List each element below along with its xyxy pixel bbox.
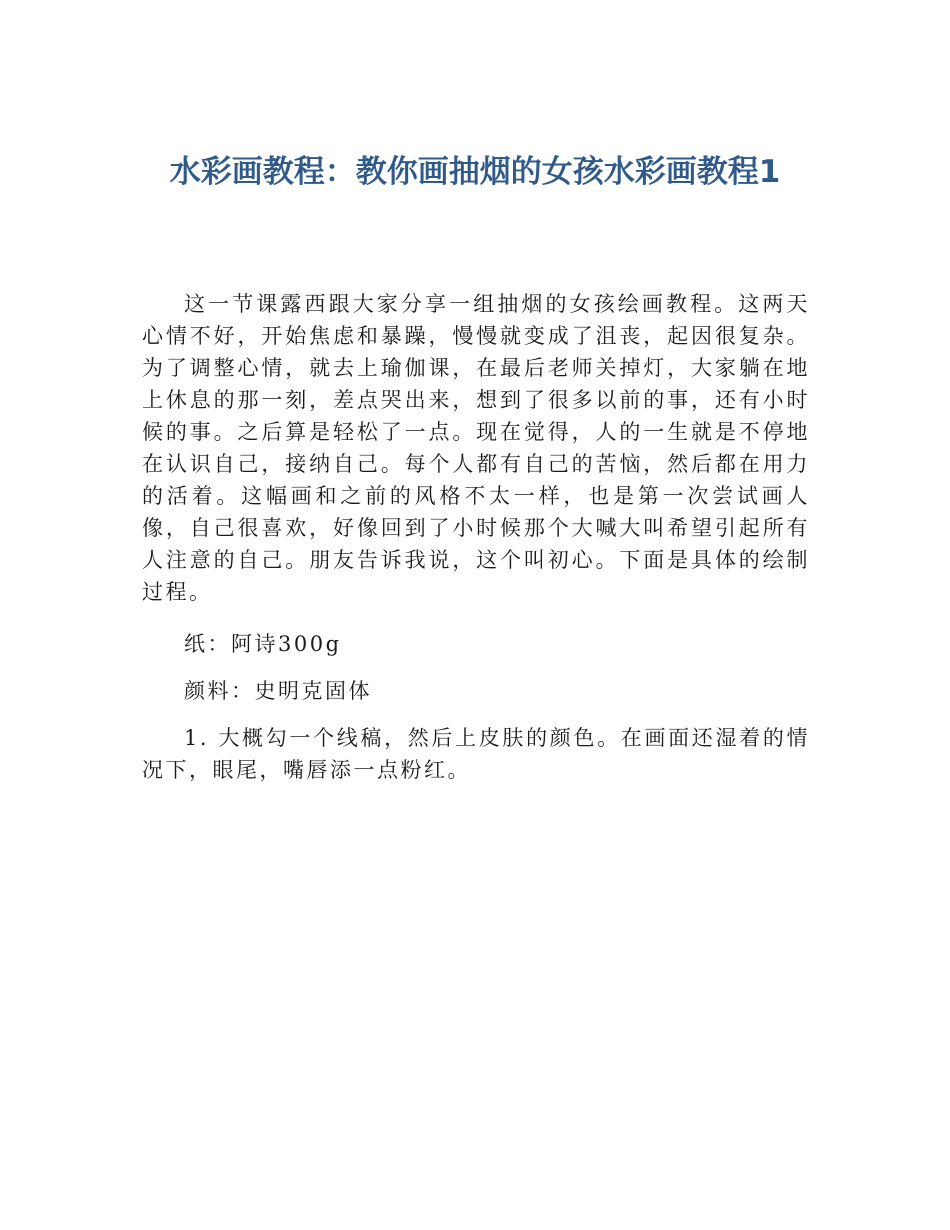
step-1-paragraph: 1. 大概勾一个线稿，然后上皮肤的颜色。在画面还湿着的情况下，眼尾，嘴唇添一点粉红。: [142, 726, 810, 782]
document-title: 水彩画教程：教你画抽烟的女孩水彩画教程1: [169, 154, 781, 190]
paper-info-paragraph: 纸：阿诗300g: [184, 632, 342, 656]
intro-paragraph: 这一节课露西跟大家分享一组抽烟的女孩绘画教程。这两天心情不好，开始焦虑和暴躁，慢慢就变成了沮丧，起因很复杂。为了调整心情，就去上瑜伽课，在最后老师关掉灯，大家躺在地上休息的那一刻，差点哭出来，想到了很多以前的事，还有小时候的事。之后算是轻松了一点。现在觉得，人的一生就是不停地在认识自己，接纳自己。每个人都有自己的苦恼，然后都在用力的活着。这幅画和之前的风格不太一样，也是第一次尝试画人像，自己很喜欢，好像回到了小时候那个大喊大叫希望引起所有人注意的自己。朋友告诉我说，这个叫初心。下面是具体的绘制过程。: [142, 292, 810, 604]
paint-info-paragraph: 颜料：史明克固体: [184, 679, 372, 703]
